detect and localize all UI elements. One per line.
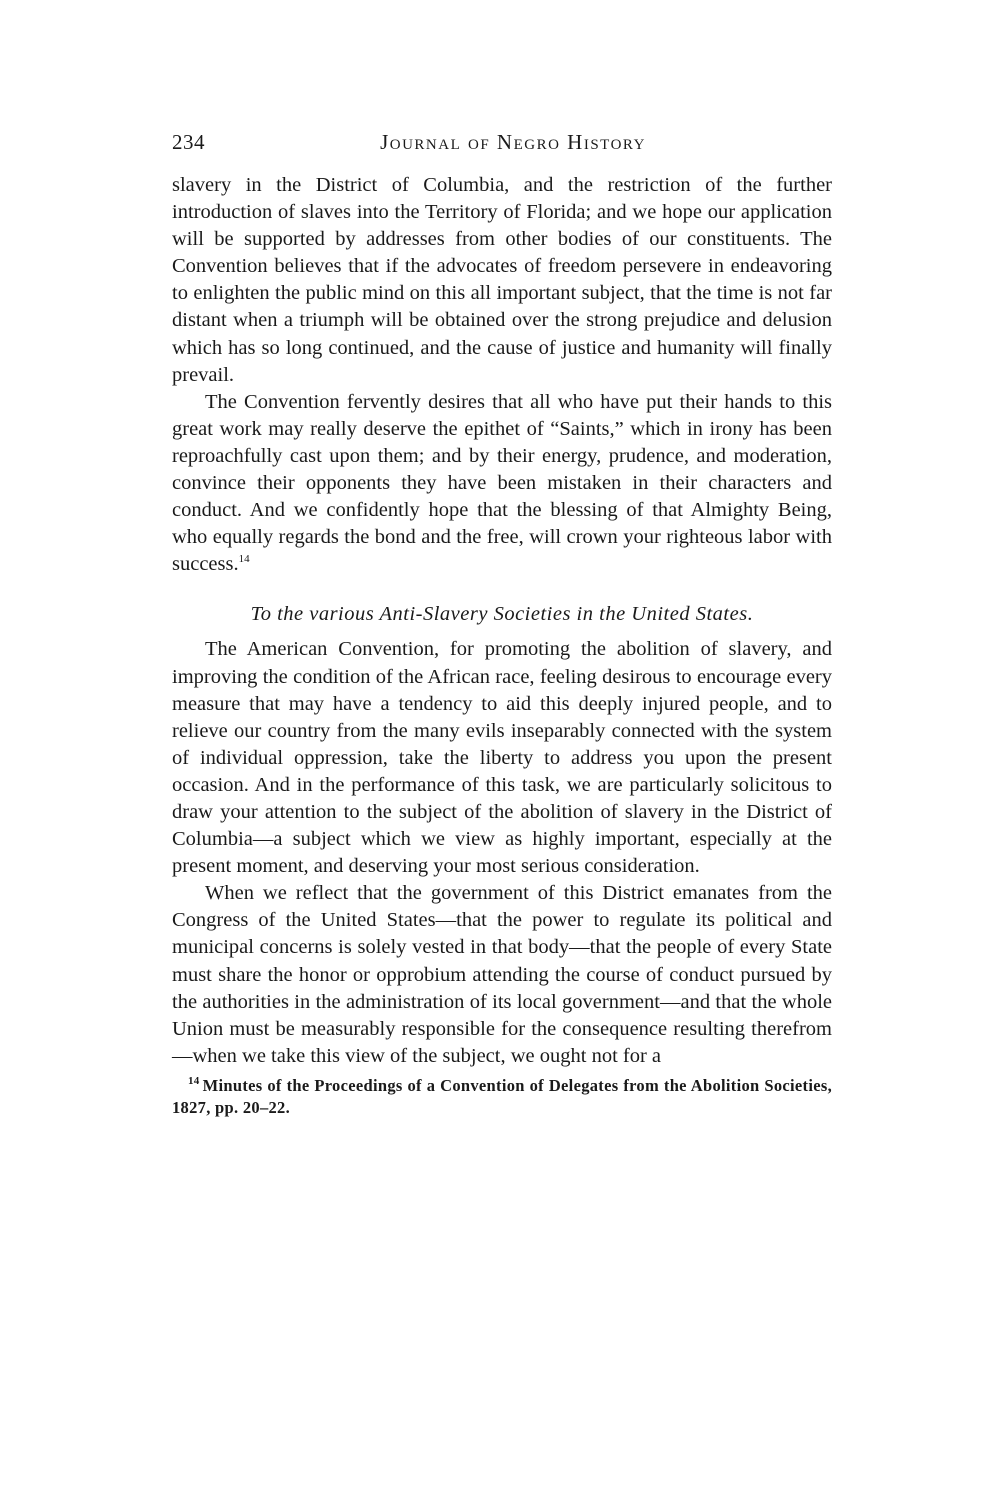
paragraph xyxy=(172,880,832,1070)
footnote-body xyxy=(172,1075,832,1119)
page-number: 234 xyxy=(172,130,205,154)
running-head: Journal of Negro History xyxy=(380,130,646,154)
footnote-marker: 14 xyxy=(188,1075,200,1088)
paragraph-text: When we reflect that the government of this District emanates from the Congress of the United States—that the power to regulate its political and municipal concerns is solely vested in that body—that the people of every State must share the honor or opprobium attending the course of conduct pursued by the authorities in the administration of its local government—and that the whole Union must be measurably responsible for the consequence resulting therefrom—when we take this view of the subject, we ought not for a xyxy=(172,882,832,1067)
paragraph-text: The American Convention, for promoting the abolition of slavery, and improving the condition of the African race, feeling desirous to encourage every measure that may have a tendency to aid this deeply injured people, and to relieve our country from the many evils inseparably connected with the system of individual oppression, take the liberty to address you upon the present occasion. And in the performance of this task, we are particularly solicitous to draw your attention to the subject of the abolition of slavery in the District of Columbia—a subject which we view as highly important, especially at the present moment, and deserving your most serious consideration. xyxy=(172,638,832,878)
paragraph xyxy=(172,389,832,579)
footnote xyxy=(172,1075,832,1119)
footnote-reference: 14 xyxy=(238,553,250,566)
section-heading: To the various Anti-Slavery Societies in the United States. xyxy=(250,603,754,626)
page xyxy=(172,128,832,1119)
paragraph-continued xyxy=(172,172,832,389)
paragraph-text: slavery in the District of Columbia, and the restriction of the further introduction of slaves into the Territory of Florida; and we hope our application will be supported by addresses from other bodies of our constituents. The Convention believes that if the advocates of freedom persevere in endeavoring to enlighten the public mind on this all important subject, that the time is not far distant when a triumph will be obtained over the strong prejudice and delusion which has so long continued, and the cause of justice and humanity will finally prevail. xyxy=(172,174,832,386)
body-text xyxy=(172,172,832,1070)
footnote-text: Minutes of the Proceedings of a Convention of Delegates from the Abolition Societies, 1827, pp. 20–22. xyxy=(172,1075,832,1117)
page-header xyxy=(172,128,832,162)
paragraph xyxy=(172,636,832,880)
paragraph-text: The Convention fervently desires that all who have put their hands to this great work may really deserve the epithet of “Saints,” which in irony has been reproachfully cast upon them; and by their energy, prudence, and moderation, convince their opponents they have been mistaken in their characters and conduct. And we confidently hope that the blessing of that Almighty Being, who equally regards the bond and the free, will crown your righteous labor with success. xyxy=(172,390,832,576)
